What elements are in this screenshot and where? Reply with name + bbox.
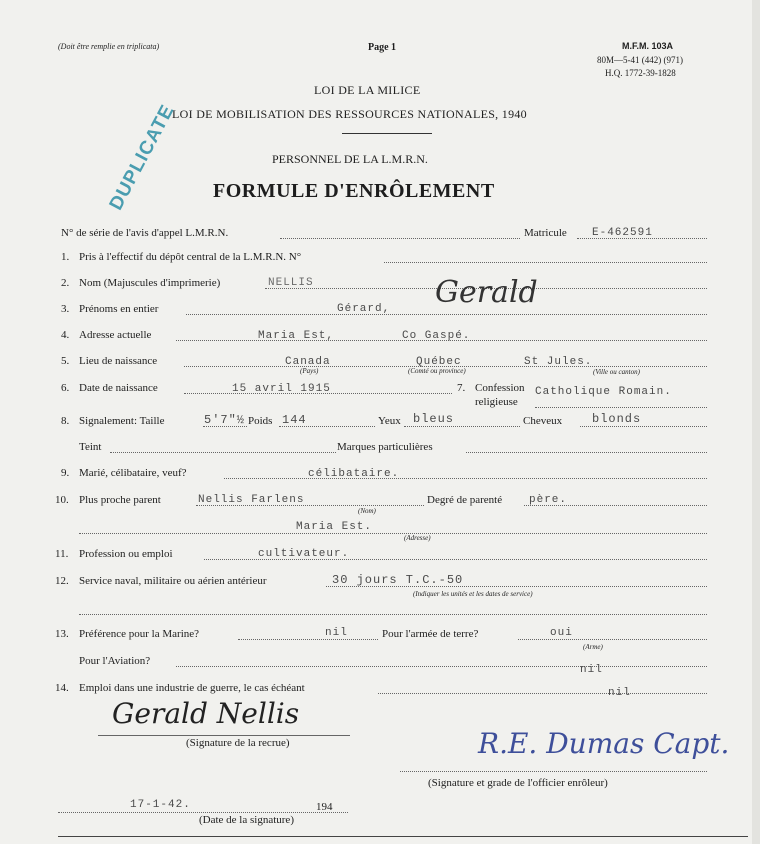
q4-value-2: Co Gaspé. xyxy=(402,330,471,342)
q5-town: St Jules. xyxy=(524,356,593,368)
q12-number: 12. xyxy=(55,575,69,587)
q7-label-2: religieuse xyxy=(475,396,518,408)
header-rule xyxy=(342,133,432,134)
q13-number: 13. xyxy=(55,628,69,640)
q1-label: Pris à l'effectif du dépôt central de la L.M.R.N. N° xyxy=(79,251,302,263)
q13-air: nil xyxy=(580,664,603,676)
marques-line xyxy=(466,452,707,453)
page-number: Page 1 xyxy=(368,42,397,53)
q13-marine: nil xyxy=(325,627,348,639)
q11-number: 11. xyxy=(55,548,69,560)
q13-army: oui xyxy=(550,627,573,639)
recruit-signature-label: (Signature de la recrue) xyxy=(186,737,290,749)
q10-address-line xyxy=(79,533,707,534)
recruit-signature-line xyxy=(98,735,350,736)
q5-label: Lieu de naissance xyxy=(79,355,158,367)
q13-army-note: (Arme) xyxy=(583,643,603,651)
q13-label: Préférence pour la Marine? xyxy=(79,628,200,640)
recruit-signature: Gerald Nellis xyxy=(112,697,300,730)
q3-value: Gérard, xyxy=(337,303,391,315)
q13-air-label: Pour l'Aviation? xyxy=(79,655,151,667)
q14-label: Emploi dans une industrie de guerre, le cas échéant xyxy=(79,682,305,694)
q10-name-note: (Nom) xyxy=(358,507,376,515)
law-title-1: LOI DE LA MILICE xyxy=(314,83,421,97)
officer-signature: R.E. Dumas Capt. xyxy=(478,727,730,760)
q10-degree-label: Degré de parenté xyxy=(427,494,503,506)
q12-label: Service naval, militaire ou aérien antérieur xyxy=(79,575,267,587)
form-title: FORMULE D'ENRÔLEMENT xyxy=(213,180,495,202)
q8-eyes: bleus xyxy=(413,412,455,426)
q1-line xyxy=(384,262,707,263)
q3-handwritten: Gerald xyxy=(435,275,538,310)
matricule-value: E-462591 xyxy=(592,227,653,239)
q8-weight: 144 xyxy=(282,413,307,427)
matricule-label: Matricule xyxy=(524,227,567,239)
officer-signature-label: (Signature et grade de l'officier enrôleur) xyxy=(428,777,608,789)
q13-army-label: Pour l'armée de terre? xyxy=(382,628,479,640)
right-edge xyxy=(752,0,760,844)
marques-label: Marques particulières xyxy=(337,441,433,453)
q8-eyes-line xyxy=(404,426,520,427)
q14-value: nil xyxy=(608,687,631,699)
teint-line xyxy=(110,452,336,453)
form-number: M.F.M. 103A xyxy=(622,41,674,51)
q7-line xyxy=(535,407,707,408)
q2-number: 2. xyxy=(61,277,70,289)
q7-value: Catholique Romain. xyxy=(535,386,672,398)
q4-value-1: Maria Est, xyxy=(258,330,335,342)
form-code-1: 80M—5-41 (442) (971) xyxy=(597,55,683,65)
q5-country: Canada xyxy=(285,356,331,368)
q8-eyes-label: Yeux xyxy=(378,415,401,427)
q4-number: 4. xyxy=(61,329,70,341)
q5-country-note: (Pays) xyxy=(300,367,319,375)
q13-marine-line xyxy=(238,639,378,640)
q7-label-1: Confession xyxy=(475,382,525,394)
q13-army-line xyxy=(518,639,707,640)
q8-label: Signalement: Taille xyxy=(79,415,165,427)
q12-value: 30 jours T.C.-50 xyxy=(332,573,464,587)
q10-degree: père. xyxy=(529,494,568,506)
q8-weight-label: Poids xyxy=(248,415,273,427)
teint-label: Teint xyxy=(79,441,102,453)
q5-province-note: (Comté ou province) xyxy=(408,367,466,375)
q4-label: Adresse actuelle xyxy=(79,329,152,341)
q10-address: Maria Est. xyxy=(296,521,373,533)
q9-value: célibataire. xyxy=(308,468,400,480)
q7-number: 7. xyxy=(457,382,466,394)
q12-note: (Indiquer les unités et les dates de service) xyxy=(413,590,533,598)
q3-label: Prénoms en entier xyxy=(79,303,159,315)
q12-line-2 xyxy=(79,614,707,615)
q11-value: cultivateur. xyxy=(258,548,350,560)
q3-line xyxy=(186,314,707,315)
q1-number: 1. xyxy=(61,251,70,263)
q6-label: Date de naissance xyxy=(79,382,158,394)
q8-hair-label: Cheveux xyxy=(523,415,563,427)
date-line xyxy=(58,812,348,813)
signature-date: 17-1-42. xyxy=(130,799,191,811)
serial-label: N° de série de l'avis d'appel L.M.R.N. xyxy=(61,227,229,239)
q10-name: Nellis Farlens xyxy=(198,494,305,506)
q5-province: Québec xyxy=(416,356,462,368)
q13-air-line xyxy=(176,666,707,667)
q9-line xyxy=(224,478,707,479)
q2-value: NELLIS xyxy=(268,277,314,289)
q8-number: 8. xyxy=(61,415,70,427)
bottom-rule xyxy=(58,836,748,837)
signature-year: 194 xyxy=(316,801,333,813)
q10-label: Plus proche parent xyxy=(79,494,161,506)
q5-town-note: (Ville ou canton) xyxy=(593,368,640,376)
q2-label: Nom (Majuscules d'imprimerie) xyxy=(79,277,221,289)
q10-number: 10. xyxy=(55,494,69,506)
personnel-heading: PERSONNEL DE LA L.M.R.N. xyxy=(272,152,428,166)
q3-number: 3. xyxy=(61,303,70,315)
q8-height: 5'7"½ xyxy=(204,413,246,427)
q9-number: 9. xyxy=(61,467,70,479)
q6-value: 15 avril 1915 xyxy=(232,383,331,395)
officer-signature-line xyxy=(400,771,707,772)
law-title-2: LOI DE MOBILISATION DES RESSOURCES NATIONALES, 1940 xyxy=(172,107,527,121)
serial-line xyxy=(280,238,520,239)
q5-number: 5. xyxy=(61,355,70,367)
q8-hair-line xyxy=(580,426,707,427)
date-label: (Date de la signature) xyxy=(199,814,294,826)
q14-number: 14. xyxy=(55,682,69,694)
q11-label: Profession ou emploi xyxy=(79,548,173,560)
q8-hair: blonds xyxy=(592,412,642,426)
duplicate-stamp: DUPLICATE xyxy=(105,101,179,214)
form-code-2: H.Q. 1772-39-1828 xyxy=(605,68,676,78)
triplicate-note: (Doit être remplie en triplicata) xyxy=(58,42,160,51)
q9-label: Marié, célibataire, veuf? xyxy=(79,467,187,479)
q14-line xyxy=(378,693,707,694)
q10-address-note: (Adresse) xyxy=(404,534,431,542)
q6-number: 6. xyxy=(61,382,70,394)
